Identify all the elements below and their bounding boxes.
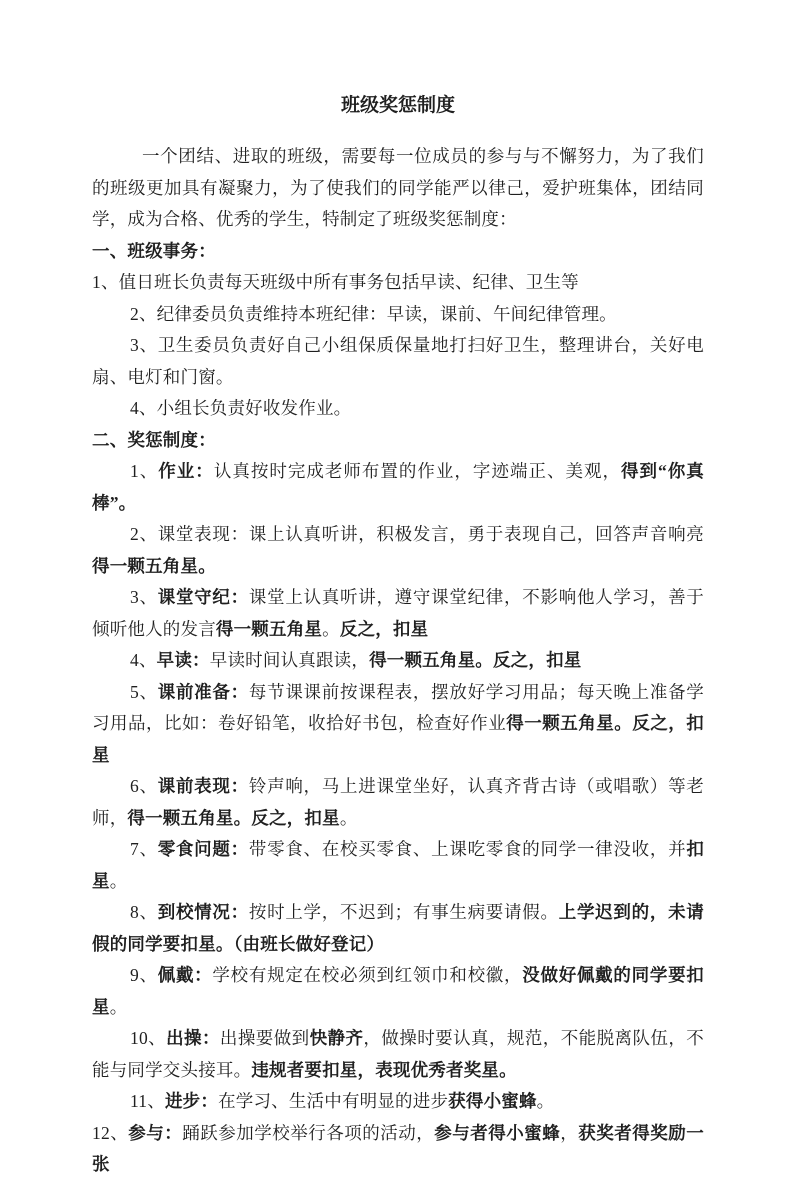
section-1-heading: [92, 236, 704, 268]
section-2-item-7: [92, 834, 704, 897]
text-run: 8、: [130, 902, 158, 922]
bold-text-run: 上学迟到的，未请假的同学要扣星。（由班长做好登记）: [92, 902, 705, 954]
text-run: 9、: [130, 965, 158, 985]
intro-paragraph: [92, 141, 704, 236]
text-run: 7、: [130, 839, 158, 859]
section-1-item-2: [92, 299, 704, 331]
text-run: 5、: [130, 681, 158, 702]
text-run: ，: [560, 1122, 579, 1143]
bold-text-run: 获得小蜜蜂: [448, 1091, 537, 1111]
text-run: 。: [339, 807, 358, 828]
bold-text-run: 课前准备：: [157, 681, 249, 702]
text-run: 1、值日班长负责每天班级中所有事务包括早读、纪律、卫生等: [92, 272, 579, 292]
bold-text-run: 得一颗五角星。反之，扣星: [92, 713, 704, 765]
text-run: 按时上学，不迟到；有事生病要请假。: [248, 902, 559, 922]
text-run: 踊跃参加学校举行各项的活动，: [182, 1122, 435, 1143]
bold-text-run: 得一颗五角星: [215, 618, 323, 639]
text-run: 课堂上认真听讲，遵守课堂纪律，不影响他人学习，善于倾听他人的发言: [92, 587, 705, 639]
text-run: 出操要做到: [219, 1028, 310, 1048]
section-2-item-2: [92, 519, 704, 582]
bold-text-run: 扣星: [92, 839, 705, 891]
section-2-item-5: [92, 677, 704, 772]
bold-text-run: 二、奖惩制度：: [92, 429, 216, 450]
document-body: [92, 141, 704, 1181]
text-run: ，做操时要认真，规范，不能脱离队伍，不能与同学交头接耳。: [92, 1028, 704, 1080]
section-1-item-1: [92, 267, 704, 299]
text-run: 。: [109, 870, 128, 891]
section-2-item-4: [92, 645, 704, 677]
text-run: 4、: [130, 650, 157, 670]
section-2-item-8: [92, 897, 704, 960]
text-run: 带零食、在校买零食、上课吃零食的同学一律没收，并: [248, 839, 687, 859]
section-2-item-11: [92, 1086, 704, 1118]
bold-text-run: 作业：: [158, 461, 214, 481]
bold-text-run: 反之，扣星: [339, 618, 429, 639]
section-2-item-3: [92, 582, 704, 645]
text-run: 铃声响，马上进课堂坐好，认真齐背古诗（或唱歌）等老师，: [92, 776, 705, 828]
text-run: 11、: [130, 1091, 165, 1111]
text-run: 认真按时完成老师布置的作业，字迹端正、美观，: [213, 461, 622, 481]
text-run: 学校有规定在校必须到红领巾和校徽，: [212, 965, 523, 985]
bold-text-run: 课前表现：: [157, 776, 249, 796]
text-run: 一个团结、进取的班级，需要每一位成员的参与与不懈努力，为了我们的班级更加具有凝聚力，为了使我们的同学能严以律己，爱护班集体，团结同学，成为合格、优秀的学生，特制定了班级奖惩制度：: [92, 146, 704, 229]
text-run: 1、: [130, 461, 159, 481]
bold-text-run: 参与者得小蜜蜂: [434, 1122, 561, 1143]
bold-text-run: 零食问题：: [157, 839, 249, 859]
section-2-heading: [92, 425, 704, 457]
text-run: 3、: [130, 587, 158, 607]
section-2-item-6: [92, 771, 704, 834]
bold-text-run: 得一颗五角星。: [92, 555, 216, 576]
bold-text-run: 早读：: [156, 650, 210, 670]
bold-text-run: 到校情况：: [157, 902, 249, 922]
text-run: 12、: [92, 1122, 129, 1143]
text-run: 在学习、生活中有明显的进步: [218, 1091, 449, 1111]
section-1-item-4: [92, 393, 704, 425]
bold-text-run: 佩戴：: [157, 965, 213, 985]
bold-text-run: 出操：: [166, 1028, 220, 1048]
bold-text-run: 进步：: [164, 1091, 219, 1111]
section-2-item-10: [92, 1023, 704, 1086]
bold-text-run: 违规者要扣星，表现优秀者奖星。: [251, 1059, 517, 1080]
text-run: 4、小组长负责好收发作业。: [130, 398, 352, 418]
section-2-item-1: [92, 456, 704, 519]
bold-text-run: 得一颗五角星。反之，扣星: [127, 807, 340, 828]
text-run: 2、课堂表现：课上认真听讲，积极发言，勇于表现自己，回答声音响亮: [130, 524, 704, 544]
bold-text-run: 得到“你真棒”。: [92, 461, 705, 513]
text-run: 。: [536, 1091, 555, 1111]
bold-text-run: 得一颗五角星。反之，扣星: [369, 650, 582, 670]
bold-text-run: 获奖者得奖励一张: [92, 1122, 704, 1174]
bold-text-run: 没做好佩戴的同学要扣星: [92, 965, 705, 1017]
document-title: 班级奖惩制度: [340, 95, 455, 116]
bold-text-run: 快静齐: [309, 1028, 364, 1048]
text-run: 每节课课前按课程表，摆放好学习用品；每天晚上准备学习用品，比如：卷好铅笔，收拾好书包，检查好作业: [92, 681, 705, 733]
text-run: 。: [109, 996, 128, 1017]
section-1-item-3: [92, 330, 704, 393]
section-2-item-9: [92, 960, 704, 1023]
text-run: 6、: [130, 776, 158, 796]
section-2-item-12: [92, 1118, 704, 1181]
text-run: 。: [322, 618, 340, 639]
bold-text-run: 一、班级事务：: [92, 240, 216, 261]
bold-text-run: 课堂守纪：: [157, 587, 249, 607]
bold-text-run: 参与：: [128, 1122, 183, 1143]
text-run: 早读时间认真跟读，: [209, 650, 370, 670]
text-run: 10、: [130, 1028, 167, 1048]
text-run: 2、纪律委员负责维持本班纪律：早读，课前、午间纪律管理。: [130, 303, 617, 324]
text-run: 3、卫生委员负责好自己小组保质保量地打扫好卫生，整理讲台，关好电扇、电灯和门窗。: [92, 335, 704, 387]
